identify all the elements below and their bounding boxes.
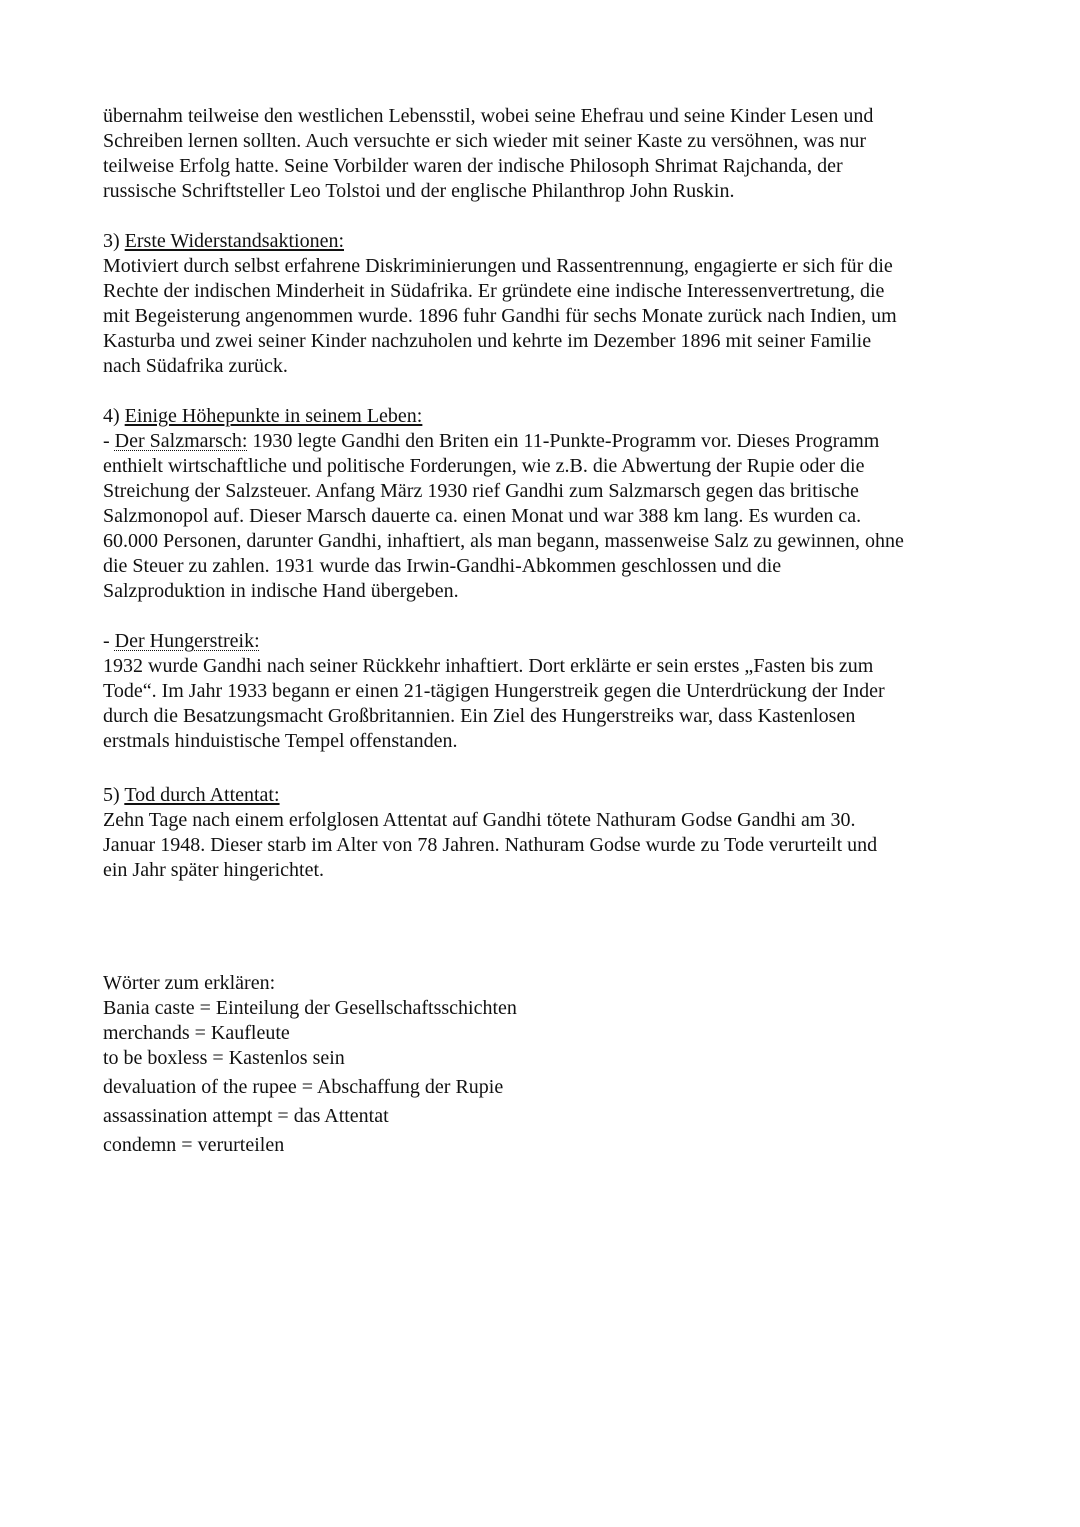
salt-march-title: Der Salzmarsch: <box>114 430 248 452</box>
section-3-heading <box>103 229 1003 254</box>
section-5-line: ein Jahr später hingerichtet. <box>103 859 325 881</box>
salt-march-line: Salzproduktion in indische Hand übergeben. <box>103 580 459 602</box>
salt-march-first-line <box>103 429 1003 454</box>
salt-march-paragraph <box>103 429 1003 604</box>
salt-march-line: 60.000 Personen, darunter Gandhi, inhaftiert, als man begann, massenweise Salz zu gewinnen, ohne <box>103 530 904 552</box>
hunger-strike-line: Tode“. Im Jahr 1933 begann er einen 21-tägigen Hungerstreik gegen die Unterdrückung der Inder <box>103 680 885 702</box>
hunger-strike-paragraph <box>103 654 1003 754</box>
section-3-line: mit Begeisterung angenommen wurde. 1896 fuhr Gandhi für sechs Monate zurück nach Indien, um <box>103 305 897 327</box>
glossary <box>103 971 1003 1158</box>
hunger-strike-title: Der Hungerstreik: <box>114 630 260 652</box>
salt-march-dash: - <box>103 430 110 452</box>
section-3-line: nach Südafrika zurück. <box>103 355 288 377</box>
section-4-heading <box>103 404 1003 429</box>
section-3-line: Rechte der indischen Minderheit in Südafrika. Er gründete eine indische Interessenvertretung, die <box>103 280 885 302</box>
salt-march-line: Streichung der Salzsteuer. Anfang März 1930 rief Gandhi zum Salzmarsch gegen das britische <box>103 480 859 502</box>
section-3-line: Kasturba und zwei seiner Kinder nachzuholen und kehrte im Dezember 1896 mit seiner Familie <box>103 330 872 352</box>
section-3-title: Erste Widerstandsaktionen: <box>124 230 344 252</box>
section-3-line: Motiviert durch selbst erfahrene Diskriminierungen und Rassentrennung, engagierte er sich für die <box>103 255 893 277</box>
document-body <box>103 104 1003 1158</box>
intro-line: russische Schriftsteller Leo Tolstoi und der englische Philanthrop John Ruskin. <box>103 180 735 202</box>
section-5-heading <box>103 783 1003 808</box>
glossary-item: devaluation of the rupee = Abschaffung der Rupie <box>103 1076 504 1098</box>
glossary-item: condemn = verurteilen <box>103 1134 285 1156</box>
section-5-line: Januar 1948. Dieser starb im Alter von 78 Jahren. Nathuram Godse wurde zu Tode verurteilt und <box>103 834 878 856</box>
intro-paragraph <box>103 104 1003 204</box>
glossary-item: Bania caste = Einteilung der Gesellschaftsschichten <box>103 997 517 1019</box>
section-5-title: Tod durch Attentat: <box>124 784 280 806</box>
section-5-line: Zehn Tage nach einem erfolglosen Attentat auf Gandhi tötete Nathuram Godse Gandhi am 30. <box>103 809 856 831</box>
glossary-title: Wörter zum erklären: <box>103 972 276 994</box>
hunger-strike-line: 1932 wurde Gandhi nach seiner Rückkehr inhaftiert. Dort erklärte er sein erstes „Fasten bis zum <box>103 655 874 677</box>
hunger-strike-dash: - <box>103 630 110 652</box>
salt-march-line: die Steuer zu zahlen. 1931 wurde das Irwin-Gandhi-Abkommen geschlossen und die <box>103 555 782 577</box>
section-5-paragraph <box>103 808 1003 883</box>
intro-line: übernahm teilweise den westlichen Lebensstil, wobei seine Ehefrau und seine Kinder Lesen und <box>103 105 874 127</box>
glossary-item: assassination attempt = das Attentat <box>103 1105 389 1127</box>
section-3-number: 3) <box>103 230 120 252</box>
glossary-item: to be boxless = Kastenlos sein <box>103 1047 345 1069</box>
salt-march-line: Salzmonopol auf. Dieser Marsch dauerte ca. einen Monat und war 388 km lang. Es wurden ca. <box>103 505 862 527</box>
glossary-item: merchands = Kaufleute <box>103 1022 290 1044</box>
salt-march-first-text: 1930 legte Gandhi den Briten ein 11-Punkte-Programm vor. Dieses Programm <box>247 430 880 452</box>
intro-line: teilweise Erfolg hatte. Seine Vorbilder waren der indische Philosoph Shrimat Rajchanda, der <box>103 155 843 177</box>
section-5-number: 5) <box>103 784 120 806</box>
salt-march-line: enthielt wirtschaftliche und politische Forderungen, wie z.B. die Abwertung der Rupie oder die <box>103 455 865 477</box>
intro-line: Schreiben lernen sollten. Auch versuchte er sich wieder mit seiner Kaste zu versöhnen, was nur <box>103 130 867 152</box>
section-4-title: Einige Höhepunkte in seinem Leben: <box>124 405 423 427</box>
section-4-number: 4) <box>103 405 120 427</box>
hunger-strike-line: erstmals hinduistische Tempel offenstanden. <box>103 730 458 752</box>
hunger-strike-line: durch die Besatzungsmacht Großbritannien. Ein Ziel des Hungerstreiks war, dass Kastenlosen <box>103 705 856 727</box>
section-3-paragraph <box>103 254 1003 379</box>
hunger-strike-heading <box>103 629 1003 654</box>
